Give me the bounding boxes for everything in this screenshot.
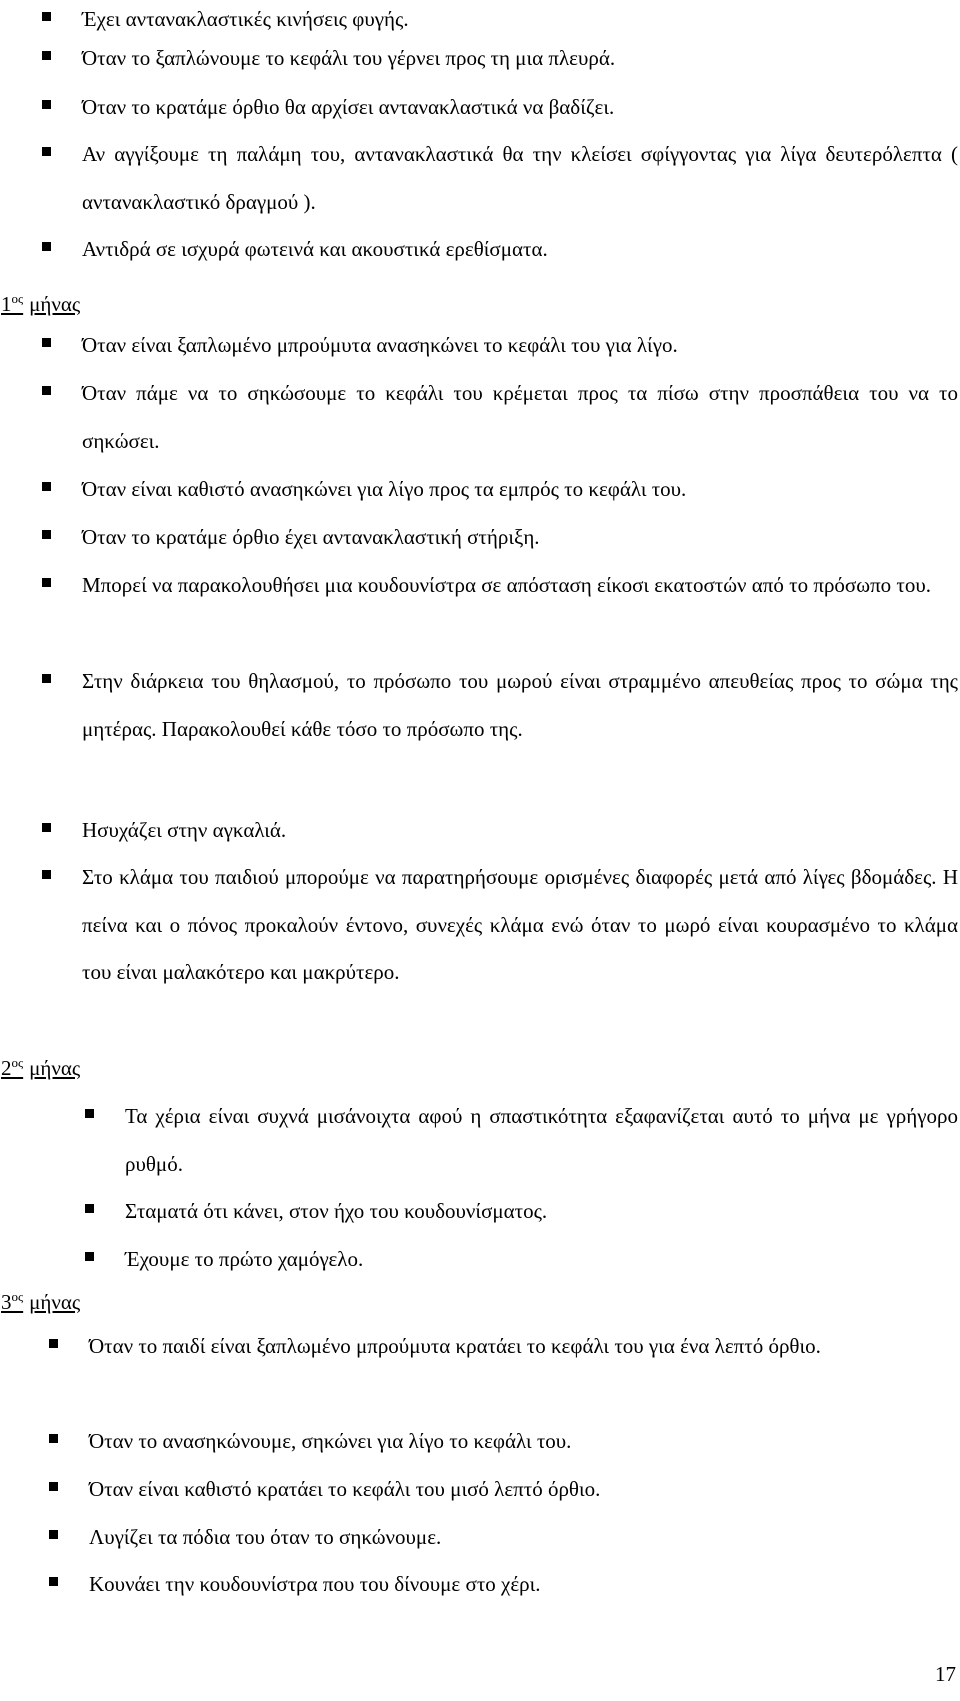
square-bullet-icon [42,823,51,832]
square-bullet-icon [42,578,51,587]
list-item [82,562,958,610]
list-item [89,1514,958,1562]
square-bullet-icon [42,338,51,347]
list-item [82,226,958,274]
list-item [125,1188,958,1236]
list-item-text: Έχει αντανακλαστικές κινήσεις φυγής. [82,7,409,31]
list-item [82,854,958,997]
square-bullet-icon [42,100,51,109]
list-item [89,1323,958,1371]
list-item-text: Στο κλάμα του παιδιού μπορούμε να παρατηρήσουμε ορισμένες διαφορές μετά από λίγες βδομάδες. Η πείνα και ο πόνος προκαλούν έντονο, συνεχές κλάμα ενώ όταν το μωρό είναι κουρασμένο το κλάμα του είναι μαλακότερο και μακρύτερο. [82,865,958,984]
list-item-text: Σταματά ότι κάνει, στον ήχο του κουδουνίσματος. [125,1199,548,1223]
heading-number: $3^{o\varsigma}$ [1,1289,24,1314]
list-item-text: Όταν το κρατάμε όρθιο έχει αντανακλαστική στήριξη. [82,525,540,549]
square-bullet-icon [49,1339,58,1348]
list-item-text: Μπορεί να παρακολουθήσει μια κουδουνίστρα σε απόσταση είκοσι εκατοστών από το πρόσωπο του. [82,573,932,597]
square-bullet-icon [49,1482,58,1491]
list-item [82,658,958,753]
square-bullet-icon [42,870,51,879]
list-item-text: Όταν το ξαπλώνουμε το κεφάλι του γέρνει προς τη μια πλευρά. [82,46,616,70]
square-bullet-icon [85,1109,94,1118]
list-item-text: Όταν πάμε να το σηκώσουμε το κεφάλι του κρέμεται προς τα πίσω στην προσπάθεια του να το σηκώσει. [82,381,958,453]
square-bullet-icon [42,51,51,60]
list-item-text: Όταν το κρατάμε όρθιο θα αρχίσει αντανακλαστικά να βαδίζει. [82,95,615,119]
square-bullet-icon [49,1434,58,1443]
list-item-text: Όταν είναι καθιστό κρατάει το κεφάλι του μισό λεπτό όρθιο. [89,1477,601,1501]
section-heading-month-3 [1,1287,80,1317]
list-item [82,35,958,83]
square-bullet-icon [42,674,51,683]
list-item [125,1236,958,1284]
list-item [82,514,958,562]
heading-number: $2^{o\varsigma}$ [1,1055,24,1080]
list-item-text: Έχουμε το πρώτο χαμόγελο. [125,1247,364,1271]
square-bullet-icon [42,530,51,539]
section-heading-month-1 [1,289,80,319]
list-item [82,84,958,132]
list-item [89,1466,958,1514]
square-bullet-icon [42,147,51,156]
list-item [82,322,958,370]
list-item-text: Τα χέρια είναι συχνά μισάνοιχτα αφού η σπαστικότητα εξαφανίζεται αυτό το μήνα με γρήγορο ρυθμό. [125,1104,958,1176]
list-item-text: Όταν είναι ξαπλωμένο μπρούμυτα ανασηκώνει το κεφάλι του για λίγο. [82,333,678,357]
square-bullet-icon [85,1204,94,1213]
list-item [82,370,958,465]
list-item [125,1093,958,1188]
list-item [82,807,958,855]
list-item [82,131,958,226]
list-item-text: Όταν το παιδί είναι ξαπλωμένο μπρούμυτα κρατάει το κεφάλι του για ένα λεπτό όρθιο. [89,1334,821,1358]
section-heading-month-2 [1,1053,80,1083]
heading-number: $1^{o\varsigma}$ [1,291,24,316]
list-item-text: Όταν είναι καθιστό ανασηκώνει για λίγο προς τα εμπρός το κεφάλι του. [82,477,687,501]
list-item-text: Ησυχάζει στην αγκαλιά. [82,818,287,842]
list-item [82,466,958,514]
square-bullet-icon [42,242,51,251]
square-bullet-icon [49,1530,58,1539]
square-bullet-icon [85,1252,94,1261]
list-item-text: Αντιδρά σε ισχυρά φωτεινά και ακουστικά ερεθίσματα. [82,237,548,261]
square-bullet-icon [42,482,51,491]
square-bullet-icon [42,386,51,395]
list-item-text: Αν αγγίξουμε τη παλάμη του, αντανακλαστικά θα την κλείσει σφίγγοντας για λίγα δευτερόλεπτα ( αντανακλαστικό δραγμού ). [82,142,958,214]
page-number: 17 [935,1662,956,1686]
heading-word: μήνας [29,292,81,316]
list-item [89,1418,958,1466]
heading-word: μήνας [29,1056,81,1080]
list-item [89,1561,958,1609]
list-item-text: Λυγίζει τα πόδια του όταν το σηκώνουμε. [89,1525,442,1549]
square-bullet-icon [42,12,51,21]
list-item-text: Κουνάει την κουδουνίστρα που του δίνουμε στο χέρι. [89,1572,541,1596]
square-bullet-icon [49,1577,58,1586]
list-item-text: Όταν το ανασηκώνουμε, σηκώνει για λίγο το κεφάλι του. [89,1429,572,1453]
list-item-text: Στην διάρκεια του θηλασμού, το πρόσωπο του μωρού είναι στραμμένο απευθείας προς το σώμα της μητέρας. Παρακολουθεί κάθε τόσο το πρόσωπο της. [82,669,958,741]
heading-word: μήνας [29,1290,81,1314]
